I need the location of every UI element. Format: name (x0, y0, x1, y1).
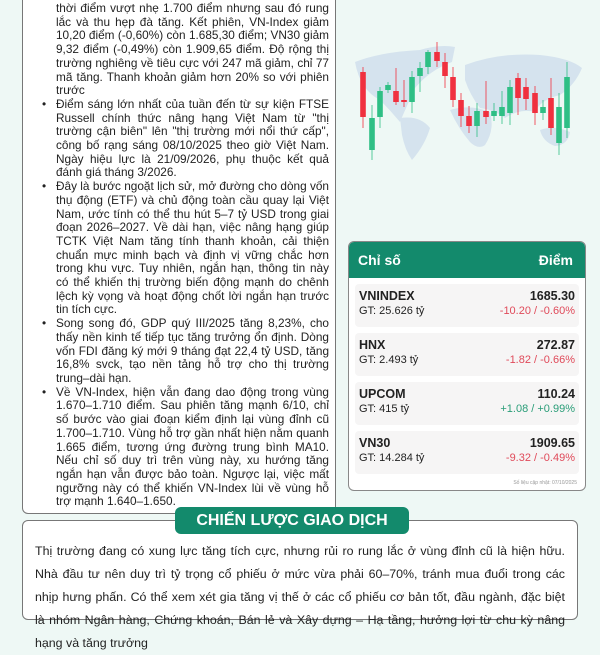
candle-body (556, 107, 562, 143)
index-table (348, 241, 586, 491)
candle-body (369, 118, 375, 150)
table-header (349, 242, 585, 278)
candle-body (360, 72, 366, 117)
candle-body (474, 111, 480, 126)
index-change: -1.82 / -0.66% (505, 354, 575, 366)
index-row (355, 284, 579, 327)
trading-value: GT: 415 tỷ (359, 403, 410, 415)
candle-body (523, 87, 529, 99)
strategy-text: Thị trường đang có xung lực tăng tích cực, nhưng rủi ro rung lắc ở vùng đỉnh cũ là hiện hữu. Nhà đầu tư nên duy trì tỷ trọng cổ phiếu ở mức vừa phải 60–70%, tránh mua đuổi trong các nhịp hưng phấn. Có thể xem xét gia tăng vị thế ở các cổ phiếu cơ bản tốt, đầu ngành, đặc biệt là nhóm Ngân hàng, Chứng khoán, Bán lẻ và Xây dựng – Hạ tầng, hưởng lợi từ chu kỳ nâng hạng và tăng trưởng (35, 544, 565, 650)
candle-body (450, 77, 456, 100)
candle-body (393, 91, 399, 102)
candle-body (499, 107, 505, 116)
candle-body (458, 100, 464, 116)
column-header-points: Điểm (538, 252, 573, 268)
world-map-candlestick-illustration (340, 0, 600, 240)
index-name: HNX (359, 338, 386, 352)
strategy-heading: CHIẾN LƯỢC GIAO DỊCH (175, 507, 409, 534)
index-change: -10.20 / -0.60% (499, 305, 575, 317)
index-row (355, 382, 579, 425)
news-item: • Đây là bước ngoặt lịch sử, mở đường cho dòng vốn thụ động (ETF) và chủ động toàn cầu quay lại Việt Nam, ước tính có thể thu hút 5–7 tỷ USD trong giai đoạn 2026–2027. Về dài hạn, việc nâng hạng giúp TCTK Việt Nam tăng tính thanh khoản, cải thiện chuẩn mực minh bạch và định vị vững chắc hơn trong khu vực. Tuy nhiên, ngắn hạn, thông tin này có thể khiến thị trường biến động mạnh do chênh lệch kỳ vọng và hoạt động chốt lời ngắn hạn trước tin tích cực. (39, 180, 329, 317)
candle-body (491, 111, 497, 116)
candle-body (507, 87, 513, 113)
index-name: VNINDEX (359, 289, 415, 303)
news-item: thời điểm vượt nhẹ 1.700 điểm nhưng sau đó rung lắc và thu hẹp đà tăng. Kết phiên, VN-Index giảm 10,20 điểm (-0,60%) còn 1.685,30 điểm; VN30 giảm 9,32 điểm (-0,49%) còn 1.909,65 điểm. Độ rộng thị trường nghiêng về tiêu cực với 247 mã giảm, chỉ 77 mã tăng. Thanh khoản giảm hơn 20% so với phiên trước (56, 1, 329, 98)
index-name: UPCOM (359, 387, 406, 401)
index-points: 272.87 (536, 338, 575, 352)
world-map (355, 46, 582, 160)
candle-body (540, 107, 546, 113)
index-row (355, 431, 579, 474)
candle-body (425, 52, 431, 67)
index-points: 110.24 (537, 387, 575, 401)
index-change: +1.08 / +0.99% (500, 403, 575, 415)
candle-body (377, 91, 383, 117)
candle-body (442, 62, 448, 76)
candle-body (515, 78, 521, 98)
candle-body (409, 77, 415, 102)
candle-body (548, 98, 554, 128)
news-item: • Điểm sáng lớn nhất của tuần đến từ sự kiện FTSE Russell chính thức nâng hạng Việt Nam từ "thị trường cận biên" lên "thị trường mới nổi thứ cấp", công bố rạng sáng 08/10/2025 theo giờ Việt Nam. Ngày hiệu lực là 21/09/2026, phụ thuộc kết quả đánh giá tháng 3/2026. (39, 98, 329, 180)
candle-body (564, 77, 570, 128)
index-row (355, 333, 579, 376)
candle-body (385, 85, 391, 90)
index-change: -9.32 / -0.49% (505, 452, 575, 464)
candle-body (532, 93, 538, 113)
trading-value: GT: 14.284 tỷ (359, 452, 425, 464)
news-item: • Song song đó, GDP quý III/2025 tăng 8,23%, cho thấy nền kinh tế tiếp tục tăng trưởng ổn định. Dòng vốn FDI đăng ký mới 9 tháng đạt 22,4 tỷ USD, tăng 16,8% svck, tạo nền tảng hỗ trợ cho thị trường trung–dài hạn. (39, 317, 329, 386)
index-points: 1685.30 (529, 289, 575, 303)
candle-body (417, 68, 423, 76)
market-news-box (22, 0, 336, 514)
news-item: • Về VN-Index, hiện vẫn đang dao động trong vùng 1.670–1.710 điểm. Sau phiên tăng mạnh 6/10, chỉ số bước vào giai đoạn kiểm định lại vùng đỉnh cũ 1.700–1.710. Vùng hỗ trợ gần nhất hiện nằm quanh 1.665 điểm, tương ứng đường trung bình MA10. Nếu chỉ số duy trì trên vùng này, xu hướng tăng ngắn hạn vẫn được bảo toàn. Ngược lại, việc mất ngưỡng này có thể khiến VN-Index lùi về vùng hỗ trợ mạnh 1.640–1.650. (39, 386, 329, 509)
index-points: 1909.65 (529, 436, 575, 450)
trading-value: GT: 2.493 tỷ (359, 354, 419, 366)
update-footnote: Số liệu cập nhật: 07/10/2025 (513, 480, 577, 486)
index-name: VN30 (359, 436, 391, 450)
strategy-box (22, 520, 578, 650)
candle-body (434, 52, 440, 61)
candle-body (466, 116, 472, 126)
candle-body (401, 100, 407, 102)
trading-value: GT: 25.626 tỷ (359, 305, 425, 317)
candle-body (483, 111, 489, 117)
column-header-index: Chỉ số (358, 252, 401, 268)
